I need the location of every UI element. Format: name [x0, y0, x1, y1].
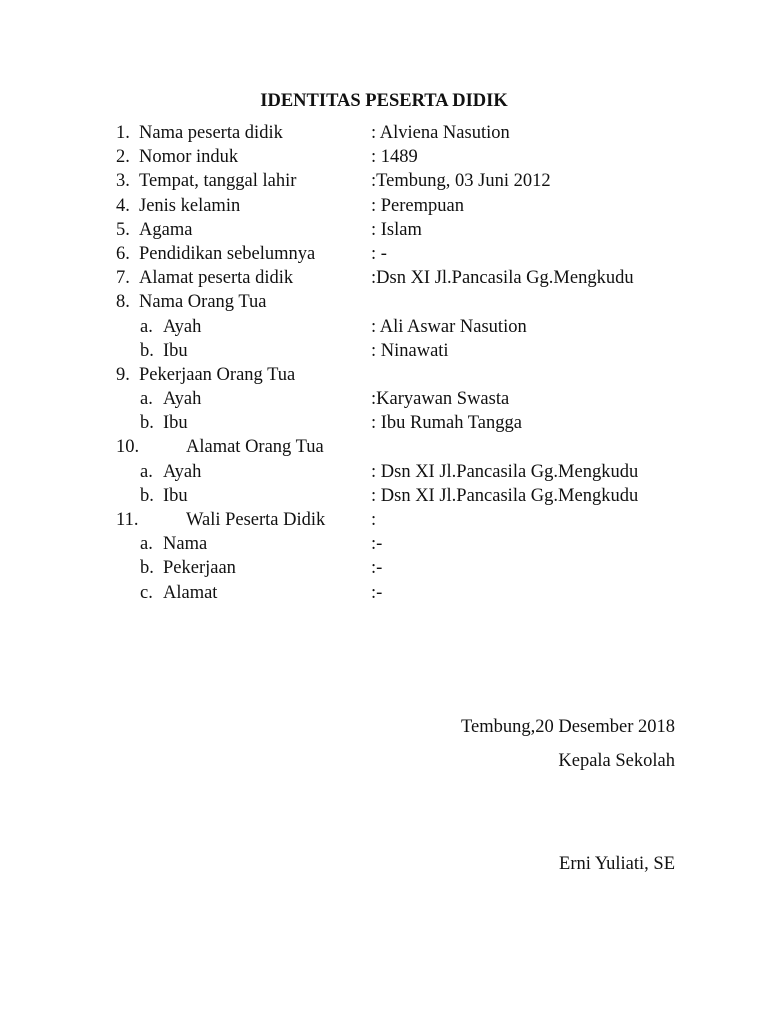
item-number: 3.	[116, 171, 130, 192]
item-value: : -	[371, 243, 387, 264]
list-item	[0, 290, 768, 314]
item-label: Ayah	[163, 389, 202, 410]
item-value: :	[371, 510, 377, 530]
item-value: :Karyawan Swasta	[371, 389, 510, 410]
signature-place-date: Tembung,20 Desember 2018	[461, 717, 675, 737]
list-item	[0, 435, 768, 459]
list-item	[0, 242, 768, 266]
item-label: Nama peserta didik	[139, 123, 283, 143]
list-item	[0, 194, 768, 218]
list-sub-item	[0, 339, 768, 363]
item-label: Alamat peserta didik	[139, 268, 294, 289]
item-value: :-	[371, 534, 383, 555]
item-value: : Ibu Rumah Tangga	[371, 413, 522, 434]
item-number: 2.	[116, 147, 130, 168]
item-number: 7.	[116, 268, 130, 289]
item-label: Ibu	[163, 413, 188, 434]
item-number: 11.	[116, 510, 139, 530]
item-value: :Dsn XI Jl.Pancasila Gg.Mengkudu	[371, 268, 634, 289]
item-label: Pendidikan sebelumnya	[139, 243, 316, 264]
list-item	[0, 508, 768, 532]
list-sub-item	[0, 460, 768, 484]
item-label: Pekerjaan Orang Tua	[139, 364, 296, 385]
item-letter: c.	[140, 582, 153, 603]
list-item	[0, 218, 768, 242]
item-value: : Ali Aswar Nasution	[371, 316, 527, 337]
item-value: : Alviena Nasution	[371, 123, 510, 143]
item-label: Agama	[139, 219, 193, 240]
item-label: Ibu	[163, 485, 188, 506]
item-value: : Dsn XI Jl.Pancasila Gg.Mengkudu	[371, 461, 639, 482]
item-label: Nama	[163, 534, 208, 555]
item-label: Nama Orang Tua	[139, 292, 267, 313]
item-label: Alamat	[163, 582, 218, 603]
item-label: Wali Peserta Didik	[186, 510, 326, 530]
item-label: Jenis kelamin	[139, 195, 241, 216]
list-item	[0, 145, 768, 169]
item-number: 8.	[116, 292, 130, 313]
item-value: :Tembung, 03 Juni 2012	[371, 171, 551, 192]
signature-name: Erni Yuliati, SE	[559, 854, 675, 874]
list-sub-item	[0, 387, 768, 411]
list-sub-item	[0, 315, 768, 339]
list-item	[0, 169, 768, 193]
item-value: :-	[371, 582, 383, 603]
item-number: 9.	[116, 364, 130, 385]
list-sub-item	[0, 484, 768, 508]
item-value: : Ninawati	[371, 340, 449, 361]
item-number: 5.	[116, 219, 130, 240]
item-letter: a.	[140, 316, 153, 337]
item-label: Ayah	[163, 461, 202, 482]
item-label: Ayah	[163, 316, 202, 337]
item-letter: b.	[140, 340, 154, 361]
item-number: 4.	[116, 195, 130, 216]
document-title: IDENTITAS PESERTA DIDIK	[260, 91, 508, 111]
list-item	[0, 121, 768, 145]
item-value: : Islam	[371, 219, 422, 240]
item-number: 1.	[116, 123, 130, 143]
list-item	[0, 363, 768, 387]
item-number: 10.	[116, 437, 140, 458]
item-letter: b.	[140, 485, 154, 506]
item-value: : 1489	[371, 147, 418, 168]
list-sub-item	[0, 411, 768, 435]
item-letter: b.	[140, 558, 154, 579]
item-number: 6.	[116, 243, 130, 264]
list-sub-item	[0, 581, 768, 605]
item-letter: a.	[140, 534, 153, 555]
item-label: Nomor induk	[139, 147, 239, 168]
item-label: Tempat, tanggal lahir	[139, 171, 297, 192]
item-letter: b.	[140, 413, 154, 434]
item-label: Pekerjaan	[163, 558, 236, 579]
list-item	[0, 266, 768, 290]
item-label: Ibu	[163, 340, 188, 361]
identity-list	[0, 121, 768, 605]
item-letter: a.	[140, 461, 153, 482]
item-label: Alamat Orang Tua	[186, 437, 324, 458]
list-sub-item	[0, 532, 768, 556]
item-value: : Dsn XI Jl.Pancasila Gg.Mengkudu	[371, 485, 639, 506]
list-sub-item	[0, 556, 768, 580]
item-value: :-	[371, 558, 383, 579]
item-value: : Perempuan	[371, 195, 464, 216]
item-letter: a.	[140, 389, 153, 410]
signature-role: Kepala Sekolah	[558, 751, 675, 771]
